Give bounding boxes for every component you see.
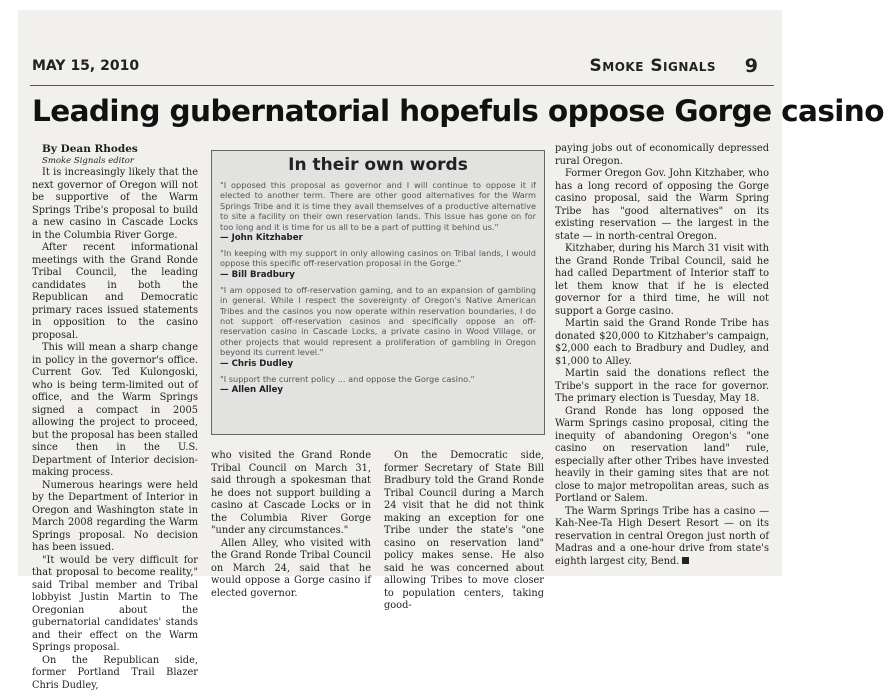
quote-text: "I opposed this proposal as governor and I will continue to oppose it if elected to another term. There are other good alternatives for the Warm Springs Tribe and it is time they avail themselves of a productive alternative to site a facility on their own reservation lands. This issue has gone on for too long and it is time for us all to be a part of putting it behind us." (220, 180, 536, 232)
article-column-4 (555, 143, 769, 568)
quote-attribution: — John Kitzhaber (220, 233, 536, 243)
quote-attribution: — Bill Bradbury (220, 270, 536, 280)
quote-text: "In keeping with my support in only allowing casinos on Tribal lands, I would oppose this specific off-reservation proposal in the Gorge." (220, 248, 536, 269)
quote-sidebar (211, 150, 545, 435)
paragraph: This will mean a sharp change in policy in the governor's office. Current Gov. Ted Kulongoski, who is being term-limited out of office, and the Warm Springs signed a compact in 2005 allowing the project to proceed, but the proposal has been stalled since then in the U.S. Department of Interior decision-making process. (32, 342, 198, 480)
paragraph: "It would be very difficult for that proposal to become reality," said Tribal member and Tribal lobbyist Justin Martin to The Oregonian about the gubernatorial candidates' stands and their effect on the Warm Springs proposal. (32, 555, 198, 655)
quote-attribution: — Allen Alley (220, 385, 536, 395)
end-of-story-mark (682, 557, 689, 564)
paragraph: Martin said the Grand Ronde Tribe has donated $20,000 to Kitzhaber's campaign, $2,000 each to Bradbury and Dudley, and $1,000 to Alley. (555, 318, 769, 368)
issue-date: MAY 15, 2010 (32, 58, 139, 74)
page-header (32, 58, 762, 80)
paragraph: After recent informational meetings with the Grand Ronde Tribal Council, the leading candidates in both the Republican and Democratic primary races issued statements in opposition to the casino proposal. (32, 242, 198, 342)
paragraph-text: The Warm Springs Tribe has a casino — Kah-Nee-Ta High Desert Resort — on its reservation in central Oregon just north of Madras and a one-hour drive from state's eighth largest city, Bend. (555, 506, 769, 567)
byline-author: By Dean Rhodes (32, 143, 198, 156)
paragraph: Martin said the donations reflect the Tribe's support in the race for governor. The primary election is Tuesday, May 18. (555, 368, 769, 406)
publication-name: Smoke Signals (590, 56, 716, 76)
paragraph: On the Democratic side, former Secretary of State Bill Bradbury told the Grand Ronde Tribal Council during a March 24 visit that he did not think making an exception for one Tribe under the state's "one casino on reservation land" policy makes sense. He also said he was concerned about allowing Tribes to move closer to population centers, taking good- (384, 450, 544, 613)
quote-attribution: — Chris Dudley (220, 359, 536, 369)
header-rule (30, 85, 774, 86)
paragraph: It is increasingly likely that the next governor of Oregon will not be supportive of the Warm Springs Tribe's proposal to build a new casino in Cascade Locks in the Columbia River Gorge. (32, 167, 198, 242)
paragraph: Former Oregon Gov. John Kitzhaber, who has a long record of opposing the Gorge casino proposal, said the Warm Spring Tribe has "good alternatives" on its existing reservation — the largest in the state — in north-central Oregon. (555, 168, 769, 243)
headline: Leading gubernatorial hopefuls oppose Gorge casino (32, 94, 772, 128)
paragraph (555, 506, 769, 569)
paragraph: Kitzhaber, during his March 31 visit with the Grand Ronde Tribal Council, said he had called Department of Interior staff to let them know that if he is elected governor for a third time, he will not support a Gorge casino. (555, 243, 769, 318)
paragraph: paying jobs out of economically depressed rural Oregon. (555, 143, 769, 168)
article-column-1 (32, 143, 198, 692)
paragraph: On the Republican side, former Portland Trail Blazer Chris Dudley, (32, 655, 198, 692)
newspaper-page (18, 10, 782, 576)
paragraph: who visited the Grand Ronde Tribal Council on March 31, said through a spokesman that he does not support building a casino at Cascade Locks or in the Columbia River Gorge "under any circumstances." (211, 450, 371, 538)
paragraph: Numerous hearings were held by the Department of Interior in Oregon and Washington state in March 2008 regarding the Warm Springs proposal. No decision has been issued. (32, 480, 198, 555)
quote-text: "I support the current policy ... and oppose the Gorge casino." (220, 374, 536, 384)
quote-text: "I am opposed to off-reservation gaming, and to an expansion of gambling in general. While I respect the sovereignty of Oregon's Native American Tribes and the casinos you now operate within reservation boundaries, I do not support off-reservation casinos and specifically oppose an off-reservation casino in Cascade Locks, a private casino in Wood Village, or other projects that would represent a proliferation of gambling in Oregon beyond its current level." (220, 285, 536, 358)
paragraph: Grand Ronde has long opposed the Warm Springs casino proposal, citing the inequity of abandoning Oregon's "one casino on reservation land" rule, especially after other Tribes have invested heavily in their gaming sites that are not close to major metropolitan areas, such as Portland or Salem. (555, 406, 769, 506)
article-column-3 (384, 450, 544, 613)
article-column-2 (211, 450, 371, 600)
paragraph: Allen Alley, who visited with the Grand Ronde Tribal Council on March 24, said that he would oppose a Gorge casino if elected governor. (211, 538, 371, 601)
sidebar-title: In their own words (220, 155, 536, 175)
page-number: 9 (745, 55, 758, 77)
byline-role: Smoke Signals editor (32, 156, 198, 167)
